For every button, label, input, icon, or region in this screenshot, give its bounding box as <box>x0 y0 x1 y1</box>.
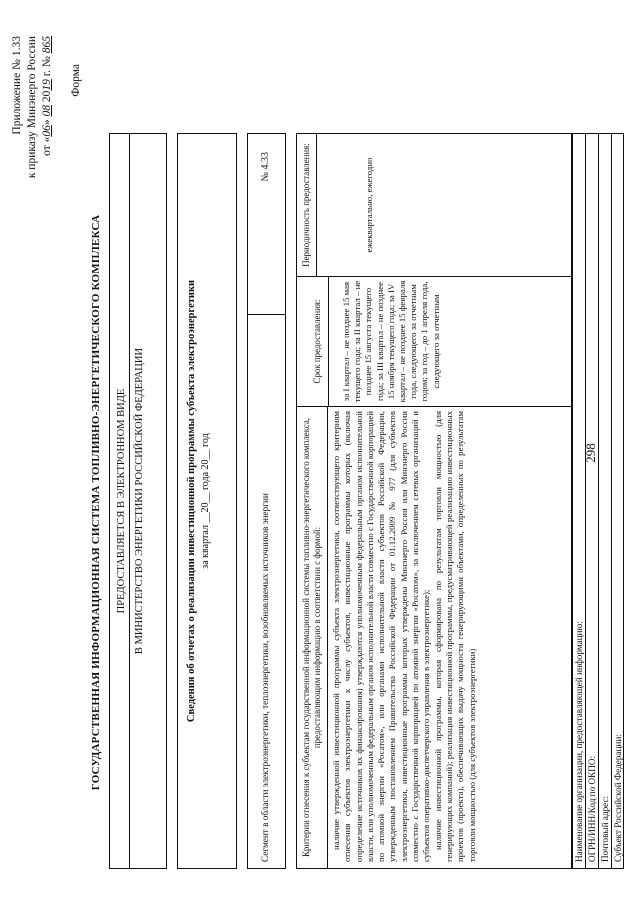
criteria-para-2: наличие инвестиционной программы, которая сформирована по результатам торговли мощностью (для генерирующих компаний); реализация инвестиционной программы, предусматривающей реализацию инвестиционных проектов (проекта), обеспечивающих выдачу мощности генерирующими объектами, определенных по результатам торговли мощностью (для субъектов электроэнергетики) <box>432 411 477 862</box>
date-no: 865 <box>41 36 53 54</box>
criteria-header: Критерии отнесения к субъектам государственной информационной системы топливно-энергетического комплекса, предоставляющим информацию в соответствии с формой: <box>297 407 328 868</box>
report-period: за квартал __20__ года 20__ год <box>200 433 211 569</box>
subject-field: Субъект Российской Федерации: <box>611 134 624 868</box>
term-body: за I квартал – не позднее 15 мая текущего года; за II квартал – не позднее 15 августа текущего года; за III квартал – не позднее 15 ноября текущего года; за IV квартал – не позднее 15 февраля года, следующего за отчетным годом; за год – до 1 апреля года, следующего за отчетным <box>341 280 441 403</box>
term-column <box>297 276 571 406</box>
segment-text: Сегмент в области электроэнергетики, теплоэнергетики, возобновляемых источников энергии <box>248 314 285 868</box>
date-year-prefix: 20 <box>41 90 53 106</box>
segment-box <box>247 133 286 869</box>
main-title: ГОСУДАРСТВЕННАЯ ИНФОРМАЦИОННАЯ СИСТЕМА ТОПЛИВНО-ЭНЕРГЕТИЧЕСКОГО КОМПЛЕКСА <box>90 214 102 791</box>
org-name-field: Наименование организации, предоставляющей информацию: <box>574 621 584 862</box>
appendix-date <box>40 36 55 156</box>
report-box <box>177 133 237 869</box>
periodicity-column <box>297 134 571 276</box>
periodicity-body: ежеквартально, ежегодно <box>364 157 374 253</box>
appendix-title: Приложение № 1.33 <box>11 36 23 135</box>
page-number: 298 <box>583 443 598 463</box>
appendix-order: к приказу Минэнерго России <box>26 36 38 179</box>
periodicity-header: Периодичность предоставления: <box>297 134 317 276</box>
criteria-para-1: наличие утвержденной инвестиционной программы субъекта электроэнергетики, соответствующего критериям отнесения субъектов электроэнергетики к числу субъектов, инвестиционные программы которых (включая определение источников их финансирования) утверждаются уполномоченным федеральным органом исполнительной власти, или уполномоченным федеральным органом исполнительной власти совместно с Государственной корпорацией по атомной энергии «Росатом», или органами исполнительной власти субъектов Российской Федерации, утвержденным постановлением Правительства Российской Федерации от 01.12.2009 № 977 (для субъектов электроэнергетики, инвестиционные программы которых утверждены Минэнерго России или Минэнерго России совместно с Государственной корпорацией по атомной энергии «Росатом», за исключением сетевых организаций и субъектов оперативно-диспетчерского управления в электроэнергетике); <box>331 411 432 862</box>
term-header: Срок предоставления: <box>297 277 329 406</box>
submit-line1: ПРЕДОСТАВЛЯЕТСЯ В ЭЛЕКТРОННОМ ВИДЕ <box>116 388 127 614</box>
form-number: № 4.33 <box>260 152 271 182</box>
address-field: Почтовый адрес: <box>598 134 611 868</box>
submission-box <box>109 133 167 869</box>
date-no-prefix: г. № <box>41 53 53 80</box>
organization-info-box <box>572 133 624 869</box>
submit-line2: В МИНИСТЕРСТВО ЭНЕРГЕТИКИ РОССИЙСКОЙ ФЕДЕРАЦИИ <box>129 134 145 868</box>
report-title: Сведения об отчетах о реализации инвестиционной программы субъекта электроэнергетики <box>186 279 197 723</box>
date-prefix: от « <box>41 136 53 156</box>
date-day: 06 <box>41 125 53 137</box>
criteria-column <box>297 406 571 868</box>
ogrn-field: ОГРН/ИНН/Код по ОКПО: <box>585 134 598 868</box>
criteria-table <box>296 133 572 869</box>
date-year: 19 <box>41 79 53 91</box>
date-mid: » <box>41 116 53 126</box>
date-month: 08 <box>41 105 53 117</box>
form-label: Форма <box>70 64 82 97</box>
criteria-body <box>328 407 478 868</box>
